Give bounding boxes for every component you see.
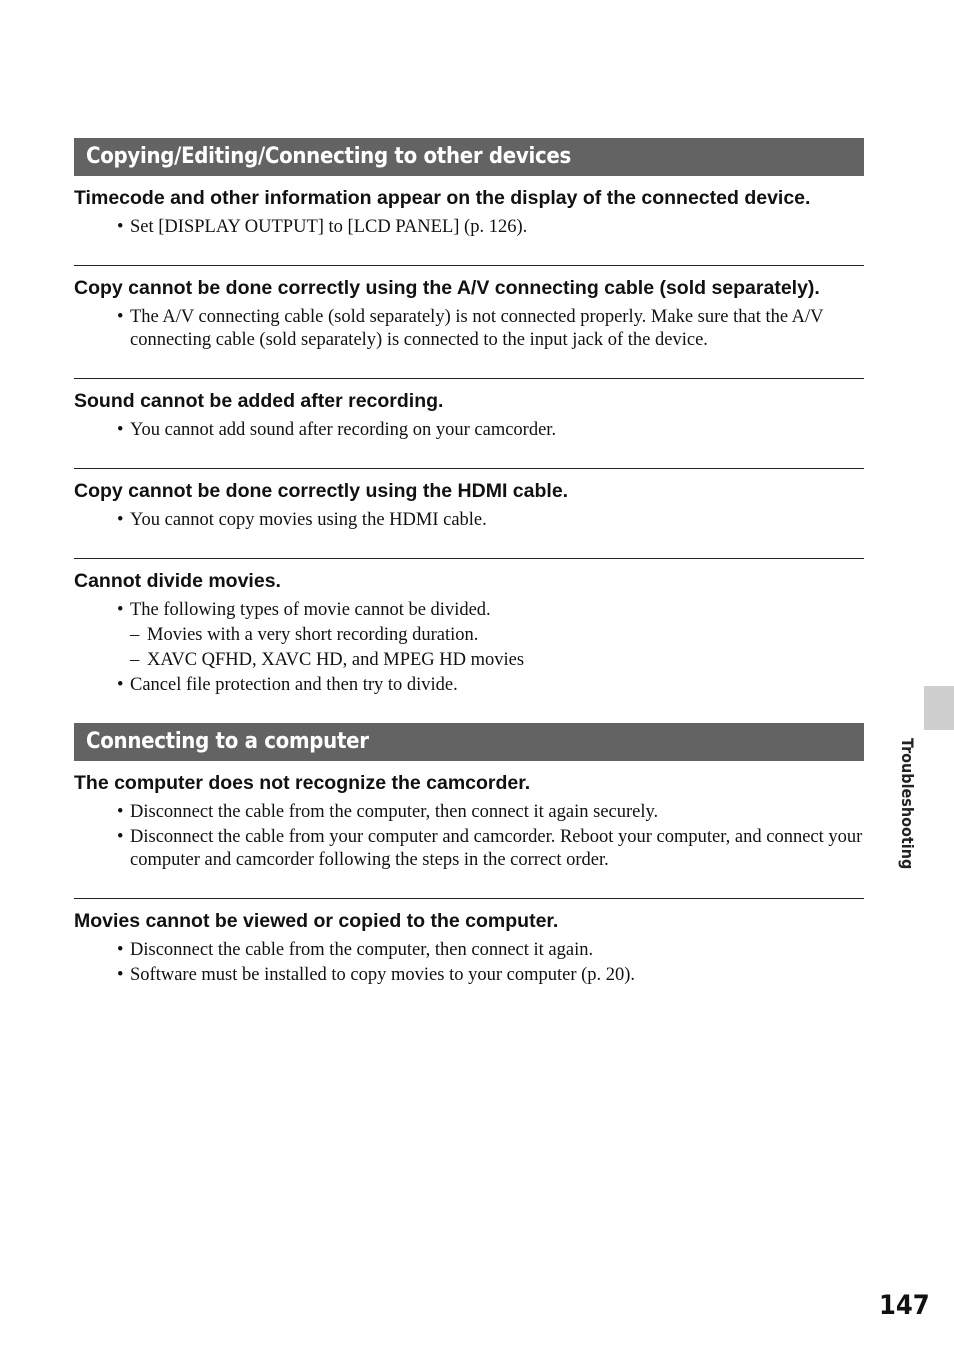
list-item: • The A/V connecting cable (sold separately) is not connected properly. Make sure that the A/V connecting cable (sold separately) is connected to the input jack of the device. bbox=[74, 306, 864, 352]
list-item: • Software must be installed to copy movies to your computer (p. 20). bbox=[74, 964, 864, 987]
section-connecting-computer bbox=[74, 723, 864, 987]
list-item: • You cannot copy movies using the HDMI cable. bbox=[74, 509, 864, 532]
issue-title: Copy cannot be done correctly using the A/V connecting cable (sold separately). bbox=[74, 277, 820, 299]
issue-block bbox=[74, 378, 864, 468]
issue-items bbox=[74, 939, 864, 987]
chapter-label: Troubleshooting bbox=[898, 738, 917, 870]
issue-title: Cannot divide movies. bbox=[74, 570, 281, 592]
page-content bbox=[74, 138, 864, 989]
chapter-tab-marker bbox=[924, 686, 954, 730]
list-item: • Cancel file protection and then try to divide. bbox=[74, 674, 864, 697]
page-number: 147 bbox=[879, 1290, 930, 1321]
issue-title: Movies cannot be viewed or copied to the computer. bbox=[74, 910, 559, 932]
issue-items bbox=[74, 599, 864, 697]
section-header: Connecting to a computer bbox=[74, 723, 864, 761]
issue-block bbox=[74, 265, 864, 378]
issue-items bbox=[74, 801, 864, 872]
list-subitem: – XAVC QFHD, XAVC HD, and MPEG HD movies bbox=[74, 649, 864, 672]
list-item: • You cannot add sound after recording on your camcorder. bbox=[74, 419, 864, 442]
list-item: • Disconnect the cable from the computer, then connect it again. bbox=[74, 939, 864, 962]
issue-items bbox=[74, 509, 864, 532]
issue-block bbox=[74, 176, 864, 265]
list-item: • The following types of movie cannot be divided. bbox=[74, 599, 864, 622]
section-header: Copying/Editing/Connecting to other devices bbox=[74, 138, 864, 176]
list-subitem: – Movies with a very short recording duration. bbox=[74, 624, 864, 647]
list-item: • Disconnect the cable from the computer, then connect it again securely. bbox=[74, 801, 864, 824]
issue-items bbox=[74, 306, 864, 352]
issue-block bbox=[74, 468, 864, 558]
issue-block bbox=[74, 761, 864, 898]
issue-title: Sound cannot be added after recording. bbox=[74, 390, 444, 412]
list-item: • Disconnect the cable from your computer and camcorder. Reboot your computer, and connect your computer and camcorder following the steps in the correct order. bbox=[74, 826, 864, 872]
section-copying-editing bbox=[74, 138, 864, 723]
issue-items bbox=[74, 216, 864, 239]
issue-items bbox=[74, 419, 864, 442]
list-item: • Set [DISPLAY OUTPUT] to [LCD PANEL] (p. 126). bbox=[74, 216, 864, 239]
issue-title: Copy cannot be done correctly using the HDMI cable. bbox=[74, 480, 569, 502]
issue-block bbox=[74, 898, 864, 987]
issue-title: Timecode and other information appear on the display of the connected device. bbox=[74, 187, 811, 209]
issue-block bbox=[74, 558, 864, 723]
issue-title: The computer does not recognize the camcorder. bbox=[74, 772, 531, 794]
